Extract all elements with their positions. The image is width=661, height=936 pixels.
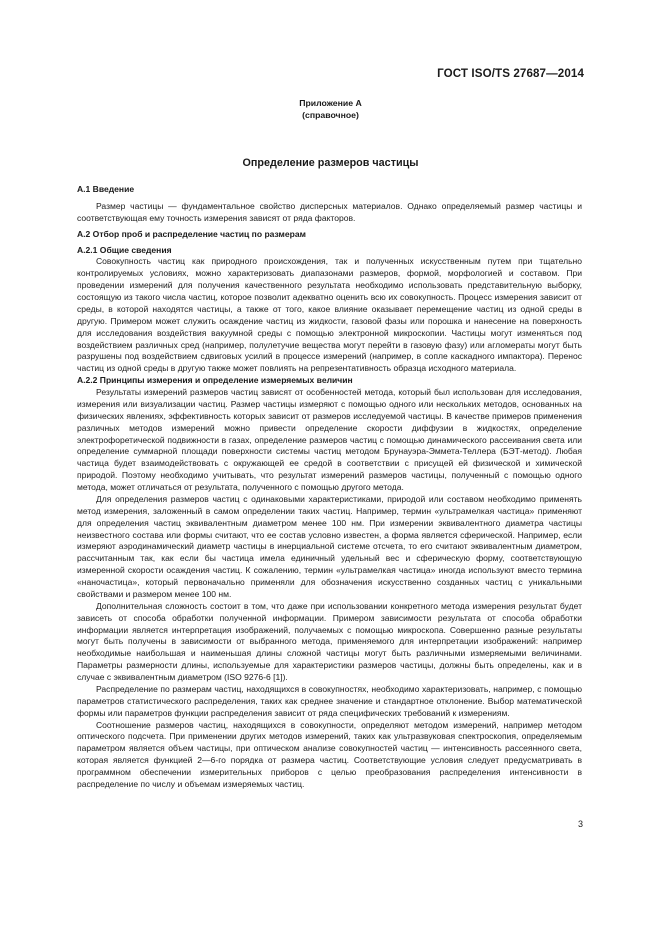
paragraph: Для определения размеров частиц с одинаковыми характеристиками, природой или составом необходимо применять метод измерения, заложенный в самом определении таких частиц. Например, термин «ультрамелкая частица» применяют для определения частиц эквивалентным диаметром менее 100 нм. При измерении эквивалентного диаметра частицы неизвестного состава или формы считают, что ее состав условно известен, а форма является сферической. Например, если измеряют аэродинамический диаметр частицы в инерциальной системе отсчета, то его считают эквивалентным диаметром, рассчитанным так, как если бы частица имела единичный удельный вес и сферическую форму, соответствующую измеренной скорости осаждения частиц. К сожалению, термин «ультрамелкая частица» иногда используют вместо термина «наночастица», который первоначально применяли для обозначения искусственно созданных частиц с уникальными свойствами и размером менее 100 нм. bbox=[77, 493, 582, 599]
paragraph: Соотношение размеров частиц, находящихся в совокупности, определяют методом измерений, например методом оптического подсчета. При применении других методов измерений, таких как ультразвуковая спектроскопия, определяемым параметром является объем частицы, при оптическом анализе совокупностей частиц — интенсивность рассеянного света, которая является функцией 2—6-го порядка от размера частиц. Соответствующие условия следует предусматривать в программном обеспечении измерительных приборов с целью преобразования распределения интенсивности в распределение по числу и объемам измеряемых частиц. bbox=[77, 719, 582, 789]
paragraph: Размер частицы — фундаментальное свойство дисперсных материалов. Однако определяемый размер частицы и соответствующая ему точность измерения зависят от ряда факторов. bbox=[77, 200, 582, 223]
paragraph: Результаты измерений размеров частиц зависят от особенностей метода, который был использован для исследования, измерения или визуализации частиц. Размер частицы измеряют с помощью одного или нескольких методов, основанных на физических явлениях, эффективность которых зависит от размеров исследуемой частицы. В качестве примеров применения различных методов измерений можно привести определение скорости диффузии в жидкостях, определение электрофоретической подвижности в газах, определение размеров частиц с помощью динамического рассеивания света или определение суммарной площади поверхности системы частиц методом Брунауэра-Эммета-Теллера (БЭТ-метод). Любая частица будет взаимодействовать с окружающей ее средой в соответствии с присущей ей физической и химической природой. Поэтому необходимо учитывать, что результат измерений размеров частицы, полученный с помощью одного метода, может отличаться от результата, полученного с помощью другого метода. bbox=[77, 387, 582, 492]
document-code-header: ГОСТ ISO/TS 27687—2014 bbox=[437, 67, 584, 80]
section-heading-a2-2: А.2.2 Принципы измерения и определение измеряемых величин bbox=[77, 375, 353, 386]
section-heading-a2: А.2 Отбор проб и распределение частиц по размерам bbox=[77, 228, 306, 239]
paragraph: Распределение по размерам частиц, находящихся в совокупностях, необходимо характеризовать, например, с помощью параметров статистического распределения, таких как среднее значение и стандартное отклонение. Выбор математической формы или параметров функции распределения зависит от ряда специфических требований к измерениям. bbox=[77, 683, 582, 718]
section-heading-a1: А.1 Введение bbox=[77, 184, 135, 194]
document-title: Определение размеров частицы bbox=[242, 157, 419, 169]
annex-subtitle: (справочное) bbox=[302, 110, 359, 120]
document-body bbox=[77, 184, 582, 791]
page-number: 3 bbox=[577, 819, 583, 829]
paragraph: Совокупность частиц как природного происхождения, так и полученных искусственным путем при тщательно контролируемых условиях, можно характеризовать диапазонами размеров, формой, морфологией и составом. При проведении измерений для получения качественного результата необходимо использовать представительную выборку, состоящую из такого числа частиц, которое позволит адекватно оценить всю их совокупность. Процесс измерения зависит от среды, в которой находятся частицы, а также от того, какое влияние оказывает перемещение частиц из одной среды в другую. Примером может служить осаждение частиц из жидкости, газовой фазы или порошка и нанесение на поверхность для исследования воздействия вакуумной среды с помощью электронной микроскопии. Частицы могут изменяться под воздействием различных сред (например, полулетучие вещества могут перейти в газовую фазу) или агломераты могут быть разрушены под воздействием сдвиговых усилий в процессе измерений (например, в сопле каскадного импактора). Перенос частиц из одной среды в другую также может повлиять на репрезентативность образца исходного материала. bbox=[77, 256, 582, 374]
paragraph: Дополнительная сложность состоит в том, что даже при использовании конкретного метода измерения результат будет зависеть от способа обработки полученной информации. Примером зависимости результата от способа обработки информации является интерпретация изображений, получаемых с помощью микроскопа. Совершенно разные результаты могут быть получены в зависимости от выбранного метода, применяемого для интерпретации изображений: например необходимые наибольшая и наименьшая длины сложной частицы могут быть различными измеряемыми величинами. Параметры размерности длины, используемые для характеристики размеров частицы, должны быть определены, как и в случае с эквивалентным диаметром (ISO 9276-6 [1]). bbox=[77, 600, 582, 682]
section-heading-a2-1: А.2.1 Общие сведения bbox=[77, 244, 172, 255]
annex-title: Приложение А bbox=[299, 98, 362, 108]
